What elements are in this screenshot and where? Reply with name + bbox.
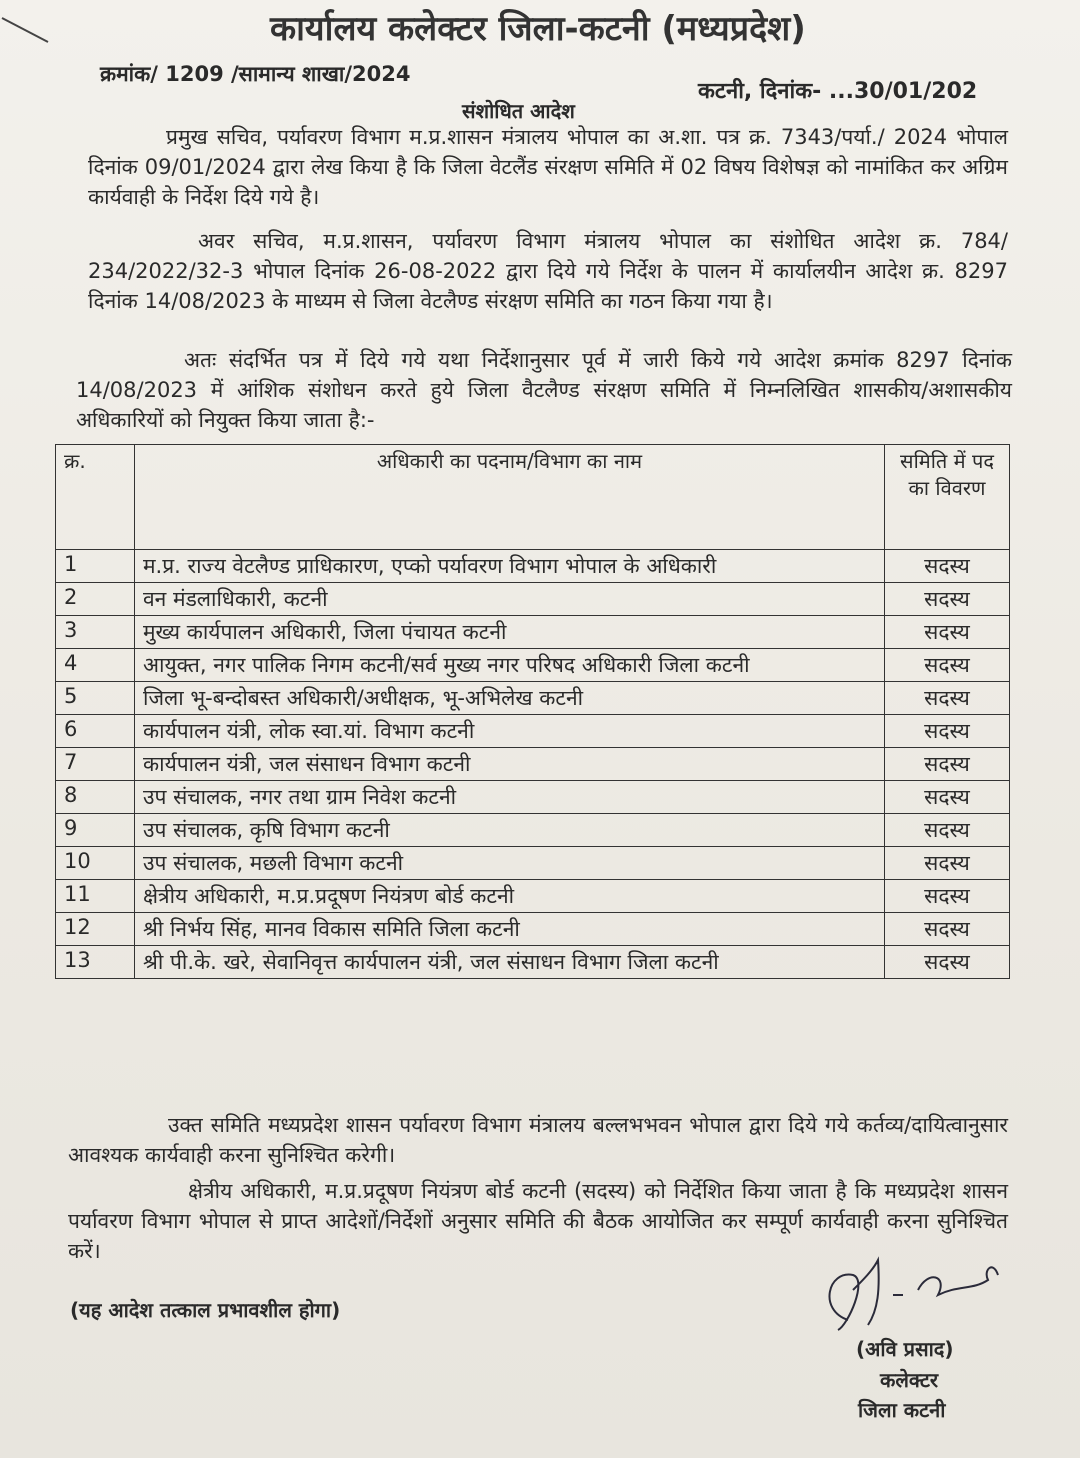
row-designation: जिला भू-बन्दोबस्त अधिकारी/अधीक्षक, भू-अभिलेख कटनी [135,682,885,715]
row-role: सदस्य [885,880,1010,913]
corner-pen-mark [0,0,60,50]
row-serial: 12 [56,913,135,946]
row-serial: 4 [56,649,135,682]
row-designation: वन मंडलाधिकारी, कटनी [135,583,885,616]
row-serial: 5 [56,682,135,715]
row-designation: क्षेत्रीय अधिकारी, म.प्र.प्रदूषण नियंत्रण बोर्ड कटनी [135,880,885,913]
row-serial: 9 [56,814,135,847]
effect-note: (यह आदेश तत्काल प्रभावशील होगा) [70,1298,341,1322]
paragraph-1: प्रमुख सचिव, पर्यावरण विभाग म.प्र.शासन मंत्रालय भोपाल का अ.शा. पत्र क्र. 7343/पर्या./ 2024 भोपाल दिनांक 09/01/2024 द्वारा लेख किया है कि जिला वेटलैंड संरक्षण समिति में 02 विषय विशेषज्ञ को नामांकित कर अग्रिम कार्यवाही के निर्देश दिये गये है। [88,125,1008,209]
row-role: सदस्य [885,616,1010,649]
table-row [56,649,1010,682]
row-role: सदस्य [885,748,1010,781]
row-serial: 2 [56,583,135,616]
table-row [56,814,1010,847]
signatory-name: (अवि प्रसाद) [856,1337,954,1361]
row-designation: कार्यपालन यंत्री, जल संसाधन विभाग कटनी [135,748,885,781]
row-role: सदस्य [885,583,1010,616]
row-designation: उप संचालक, कृषि विभाग कटनी [135,814,885,847]
table-row [56,715,1010,748]
table-row [56,880,1010,913]
signatory-place: जिला कटनी [858,1398,946,1422]
table-row [56,616,1010,649]
header-designation: अधिकारी का पदनाम/विभाग का नाम [135,445,885,550]
row-role: सदस्य [885,814,1010,847]
reference-number: क्रमांक/ 1209 /सामान्य शाखा/2024 [100,62,411,86]
handwritten-signature [808,1250,1008,1340]
row-designation: श्री निर्भय सिंह, मानव विकास समिति जिला कटनी [135,913,885,946]
office-title: कार्यालय कलेक्टर जिला-कटनी (मध्यप्रदेश) [270,9,806,49]
order-subject: संशोधित आदेश [462,99,575,123]
row-designation: उप संचालक, मछली विभाग कटनी [135,847,885,880]
row-serial: 8 [56,781,135,814]
row-serial: 7 [56,748,135,781]
row-serial: 3 [56,616,135,649]
row-role: सदस्य [885,715,1010,748]
order-date: कटनी, दिनांक- ...30/01/202 [698,79,978,104]
row-designation: म.प्र. राज्य वेटलैण्ड प्राधिकारण, एप्को पर्यावरण विभाग भोपाल के अधिकारी [135,550,885,583]
row-designation: आयुक्त, नगर पालिक निगम कटनी/सर्व मुख्य नगर परिषद अधिकारी जिला कटनी [135,649,885,682]
row-serial: 1 [56,550,135,583]
header-role: समिति में पद का विवरण [885,445,1010,550]
row-designation: कार्यपालन यंत्री, लोक स्वा.यां. विभाग कटनी [135,715,885,748]
row-serial: 13 [56,946,135,979]
table-row [56,781,1010,814]
table-row [56,550,1010,583]
signatory-designation: कलेक्टर [880,1368,939,1392]
table-row [56,913,1010,946]
paragraph-3: अतः संदर्भित पत्र में दिये गये यथा निर्देशानुसार पूर्व में जारी किये गये आदेश क्रमांक 8297 दिनांक 14/08/2023 में आंशिक संशोधन करते हुये जिला वैटलैण्ड संरक्षण समिति में निम्नलिखित शासकीय/अशासकीय अधिकारियों को नियुक्त किया जाता है:- [76,348,1012,432]
row-role: सदस्य [885,550,1010,583]
header-serial: क्र. [56,445,135,550]
table-row [56,946,1010,979]
row-designation: श्री पी.के. खरे, सेवानिवृत्त कार्यपालन यंत्री, जल संसाधन विभाग जिला कटनी [135,946,885,979]
row-role: सदस्य [885,682,1010,715]
row-role: सदस्य [885,781,1010,814]
row-role: सदस्य [885,913,1010,946]
paragraph-2: अवर सचिव, म.प्र.शासन, पर्यावरण विभाग मंत्रालय भोपाल का संशोधित आदेश क्र. 784/ 234/2022/32-3 भोपाल दिनांक 26-08-2022 द्वारा दिये गये निर्देश के पालन में कार्यालयीन आदेश क्र. 8297 दिनांक 14/08/2023 के माध्यम से जिला वेटलैण्ड संरक्षण समिति का गठन किया गया है। [88,229,1008,313]
paragraph-4: उक्त समिति मध्यप्रदेश शासन पर्यावरण विभाग मंत्रालय बल्लभभवन भोपाल द्वारा दिये गये कर्तव्य/दायित्वानुसार आवश्यक कार्यवाही करना सुनिश्चित करेगी। [68,1113,1008,1167]
table-header-row [56,445,1010,550]
row-role: सदस्य [885,847,1010,880]
table-row [56,748,1010,781]
paragraph-5: क्षेत्रीय अधिकारी, म.प्र.प्रदूषण नियंत्रण बोर्ड कटनी (सदस्य) को निर्देशित किया जाता है कि मध्यप्रदेश शासन पर्यावरण विभाग भोपाल से प्राप्त आदेशों/निर्देशों अनुसार समिति की बैठक आयोजित कर सम्पूर्ण कार्यवाही करना सुनिश्चित करें। [68,1179,1008,1263]
row-designation: उप संचालक, नगर तथा ग्राम निवेश कटनी [135,781,885,814]
row-serial: 6 [56,715,135,748]
row-role: सदस्य [885,649,1010,682]
row-role: सदस्य [885,946,1010,979]
table-row [56,847,1010,880]
row-designation: मुख्य कार्यपालन अधिकारी, जिला पंचायत कटनी [135,616,885,649]
table-row [56,583,1010,616]
row-serial: 10 [56,847,135,880]
row-serial: 11 [56,880,135,913]
table-row [56,682,1010,715]
committee-members-table [55,444,1010,979]
